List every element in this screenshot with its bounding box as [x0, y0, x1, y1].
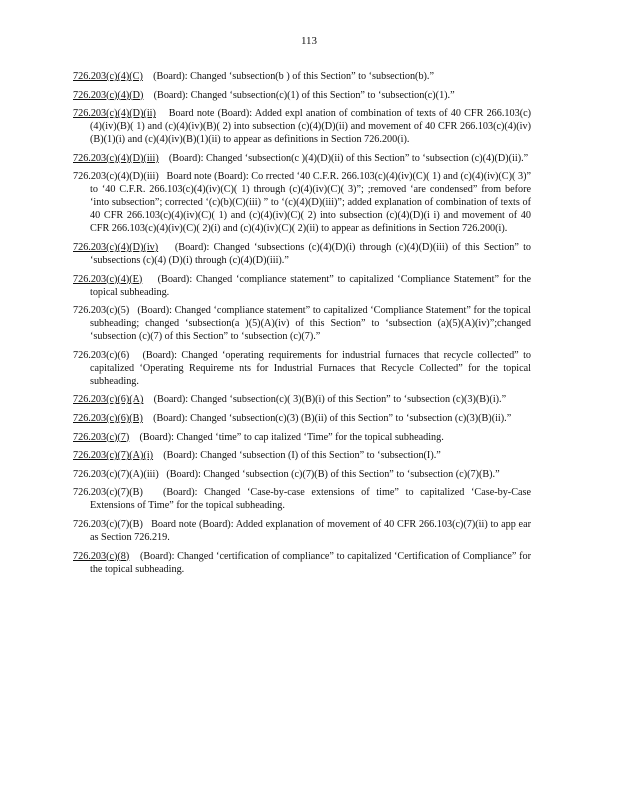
change-description: (Board): Changed ‘Case-by-case extensions of time” to capitalized ‘Case-by-Case Extensions of Time” for the topical subheading. — [90, 487, 531, 512]
amendment-entry — [73, 70, 531, 83]
section-reference: 726.203(c)(6)(B) — [73, 412, 143, 424]
section-reference: 726.203(c)(6)(A) — [73, 394, 144, 406]
amendment-entry — [73, 486, 531, 512]
section-reference: 726.203(c)(8) — [73, 550, 130, 562]
section-reference: 726.203(c)(7)(B) — [73, 487, 143, 499]
page-number: 113 — [300, 35, 318, 47]
section-reference: 726.203(c)(4)(D)(iii) — [73, 152, 159, 164]
amendment-entry — [73, 412, 531, 425]
amendment-entry — [73, 550, 531, 576]
change-description: (Board): Changed ‘time” to cap italized ‘Time” for the topical subheading. — [139, 431, 444, 443]
change-description: (Board): Changed ‘operating requirements for industrial furnaces that recycle collected” to capitalized ‘Operating Requireme nts for Industrial Furnaces that Recycle Collected” for the topical subheading. — [90, 349, 532, 387]
change-description: (Board): Changed ‘certification of compliance” to capitalized ‘Certification of Compliance” for the topical subheading. — [90, 550, 532, 575]
section-reference: 726.203(c)(7)(A)(i) — [73, 450, 154, 462]
amendment-entry — [73, 89, 531, 102]
section-reference: 726.203(c)(4)(D)(iii) — [73, 171, 159, 183]
change-description: (Board): Changed ‘compliance statement” to capitalized ‘Compliance Statement” for the topical subheading; changed ‘subsection(a )(5)(A)(iv) of this Section” to ‘subsection (a)(5)(A)(iv)”;changed ‘subsection (c)(7) of this Section” to ‘subsection (c)(7).” — [90, 305, 532, 343]
change-description: (Board): Changed ‘subsection(c)( 3)(B)(i) of this Section” to ‘subsection (c)(3)(B)(i).” — [153, 394, 507, 406]
amendment-notes — [73, 70, 531, 581]
section-reference: 726.203(c)(5) — [73, 305, 130, 317]
amendment-entry — [73, 518, 531, 544]
section-reference: 726.203(c)(4)(E) — [73, 273, 143, 285]
section-reference: 726.203(c)(4)(D)(iv) — [73, 241, 159, 253]
section-reference: 726.203(c)(4)(D)(ii) — [73, 108, 156, 120]
amendment-entry — [73, 449, 531, 462]
section-reference: 726.203(c)(7)(B) — [73, 518, 143, 530]
amendment-entry — [73, 107, 531, 146]
amendment-entry — [73, 349, 531, 388]
change-description: (Board): Changed ‘subsection(c )(4)(D)(ii) of this Section” to ‘subsection (c)(4)(D)(ii).” — [168, 152, 529, 164]
amendment-entry — [73, 170, 531, 235]
change-description: (Board): Changed ‘subsection(c)(3) (B)(ii) of this Section” to ‘subsection (c)(3)(B)(ii).” — [153, 412, 512, 424]
change-description: (Board): Changed ‘subsection(c)(1) of this Section” to ‘subsection(c)(1).” — [153, 89, 455, 101]
change-description: (Board): Changed ‘compliance statement” to capitalized ‘Compliance Statement” for the topical subheading. — [90, 273, 531, 298]
amendment-entry — [73, 241, 531, 267]
amendment-entry — [73, 152, 531, 165]
change-description: Board note (Board): Added expl anation of combination of texts of 40 CFR 266.103(c)(4)(iv)(B)( 1) and (c)(4)(iv)(B)( 2) into subsection (c)(4)(D)(ii) and movement of 40 CFR 266.103(c)(4)(iv)(B)(1)(i) and (c)(4)(iv)(B)(1)(ii) to appear as definitions in Section 726.200(i). — [90, 108, 532, 146]
section-reference: 726.203(c)(4)(D) — [73, 89, 144, 101]
amendment-entry — [73, 273, 531, 299]
amendment-entry — [73, 468, 531, 481]
amendment-entry — [73, 431, 531, 444]
amendment-entry — [73, 304, 531, 343]
change-description: (Board): Changed ‘subsection (I) of this Section” to ‘subsection(I).” — [163, 450, 441, 462]
change-description: Board note (Board): Co rrected ‘40 C.F.R. 266.103(c)(4)(iv)(C)( 1) and (c)(4)(iv)(C)( 3)” to ‘40 C.F.R. 266.103(c)(4)(iv)(C)( 1) through (c)(4)(iv)(C)( 3)”; ;removed ‘are condensed” from before ‘into subsection”; corrected ‘(c)(b)(C)(iii) ” to ‘(c)(4)(D)(iii)”; added explanation of combination of texts of 40 CFR 266.103(c)(4)(iv)(C)( 1) and (c)(4)(iv)(C)( 2) into subsection (c)(4)(D)(i i) and movement of 40 CFR 266.103(c)(4)(iv)(C)( 2)(i) and (c)(4)(iv)(C)( 2)(ii) to appear as definitions in Section 726.200(i). — [90, 171, 531, 235]
change-description: (Board): Changed ‘subsection (c)(7)(B) of this Section” to ‘subsection (c)(7)(B).” — [166, 468, 500, 480]
section-reference: 726.203(c)(7) — [73, 431, 130, 443]
change-description: (Board): Changed ‘subsection(b ) of this Section” to ‘subsection(b).” — [153, 71, 434, 82]
section-reference: 726.203(c)(7)(A)(iii) — [73, 468, 159, 480]
change-description: Board note (Board): Added explanation of movement of 40 CFR 266.103(c)(7)(ii) to app ear as Section 726.219. — [90, 518, 531, 543]
section-reference: 726.203(c)(4)(C) — [73, 71, 143, 82]
change-description: (Board): Changed ‘subsections (c)(4)(D)(i) through (c)(4)(D)(iii) of this Section” to ‘subsections (c)(4) (D)(i) through (c)(4)(D)(iii).” — [90, 241, 532, 266]
section-reference: 726.203(c)(6) — [73, 349, 130, 361]
amendment-entry — [73, 393, 531, 406]
